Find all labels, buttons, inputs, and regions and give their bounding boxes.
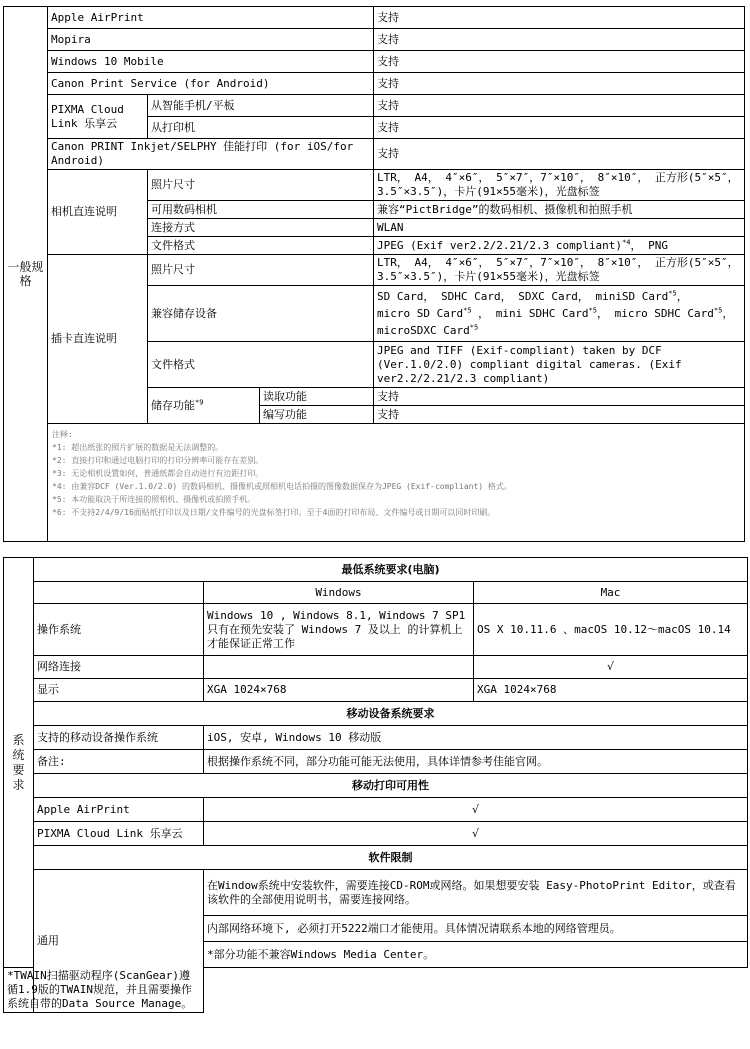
mobile-note-label: 备注: [34,750,204,774]
pixma-printer-label: 从打印机 [148,117,374,139]
network-windows-value [204,656,474,679]
mopria-label: Mopira [48,29,374,51]
software-item: *TWAIN扫描驱动程序(ScanGear)遵循1.9版的TWAIN规范，并且需要操作系统自带的Data Source Manage。 [4,968,204,1013]
camera-format-value: JPEG (Exif ver2.2/2.21/2.3 compliant)$^{*4}$， PNG [374,237,745,255]
display-label: 显示 [34,679,204,702]
table-row [4,255,745,286]
table-row [4,968,748,1013]
airprint-value: 支持 [374,7,745,29]
card-photo-size-value: LTR， A4， 4″×6″， 5″×7″，7″×10″， 8″×10″， 正方形(5″×5″，3.5″×3.5″)，卡片(91×55毫米)，光盘标签 [374,255,745,286]
card-storage-func-label: 储存功能$^{*9}$ [148,388,260,424]
table-row [4,73,745,95]
general-label: 通用 [34,870,204,1013]
mobile-os-value: iOS, 安卓, Windows 10 移动版 [204,726,748,750]
check-icon: √ [474,656,748,679]
table-row [4,424,745,542]
network-label: 网络连接 [34,656,204,679]
table-row [4,170,745,201]
table-row [4,870,748,916]
mac-column-header: Mac [474,582,748,604]
card-photo-size-label: 照片尺寸 [148,255,374,286]
software-item: 内部网络环境下, 必须打开5222端口才能使用。具体情况请联系本地的网络管理员。 [204,916,748,942]
note-line: *2: 直接打印和通过电脑打印的打印分辨率可能存在差别。 [52,456,264,465]
card-label: 插卡直连说明 [48,255,148,424]
display-mac-value: XGA 1024×768 [474,679,748,702]
check-icon: √ [204,798,748,822]
mobile-requirements-header: 移动设备系统要求 [34,702,748,726]
note-line: 注释: [52,430,73,439]
check-icon: √ [204,822,748,846]
win10m-label: Windows 10 Mobile [48,51,374,73]
camera-photo-size-value: LTR， A4， 4″×6″， 5″×7″，7″×10″， 8″×10″， 正方形(5″×5″，3.5″×3.5″)，卡片(91×55毫米)，光盘标签 [374,170,745,201]
pc-requirements-header: 最低系统要求(电脑) [34,558,748,582]
table-row [4,846,748,870]
card-write-label: 编写功能 [260,406,374,424]
os-label: 操作系统 [34,604,204,656]
mobile-os-label: 支持的移动设备操作系统 [34,726,204,750]
table-row [4,702,748,726]
table-row [4,679,748,702]
system-side-label: 系统要求 [4,558,34,968]
camera-cameras-value: 兼容“PictBridge”的数码相机、摄像机和拍照手机 [374,201,745,219]
camera-photo-size-label: 照片尺寸 [148,170,374,201]
table-row [4,656,748,679]
card-storage-value: SD Card， SDHC Card， SDXC Card， miniSD Card$^{*5}$， micro SD Card$^{*5}$ ， mini SDHC Card$^{*5}$， micro SDHC Card$^{*5}$， microSDXC Card$^{*5}$ [374,286,745,342]
notes-block [48,424,745,542]
table-row [4,558,748,582]
camera-cameras-label: 可用数码相机 [148,201,374,219]
os-windows-value: Windows 10 , Windows 8.1, Windows 7 SP1 只有在预先安装了 Windows 7 及以上 的计算机上才能保证正常工作 [204,604,474,656]
table-row [4,139,745,170]
table-row [4,750,748,774]
software-item: 在Window系统中安装软件，需要连接CD-ROM或网络。如果想要安装 Easy-PhotoPrint Editor，或查看该软件的全部使用说明书，需要连接网络。 [204,870,748,916]
m-pixma-label: PIXMA Cloud Link 乐享云 [34,822,204,846]
table-row [4,774,748,798]
table-row [4,604,748,656]
airprint-label: Apple AirPrint [48,7,374,29]
card-format-label: 文件格式 [148,342,374,388]
card-storage-label: 兼容储存设备 [148,286,374,342]
general-spec-table [3,6,745,542]
win10m-value: 支持 [374,51,745,73]
table-row [4,582,748,604]
table-row [4,29,745,51]
camera-format-label: 文件格式 [148,237,374,255]
table-row [4,822,748,846]
card-format-value: JPEG and TIFF (Exif-compliant) taken by DCF (Ver.1.0/2.0) compliant digital cameras. (Exif ver2.2/2.21/2.3 compliant) [374,342,745,388]
card-read-value: 支持 [374,388,745,406]
note-line: *6: 不支持2/4/9/16面贴纸打印以及日期/文件编号的光盘标签打印。至于4面的打印布局、文件编号或日期可以同时印刷。 [52,508,496,517]
mopria-value: 支持 [374,29,745,51]
note-line: *5: 本功能取决于所连接的照相机、摄像机或拍照手机。 [52,495,256,504]
system-requirements-table [3,557,748,1013]
inkjet-label: Canon PRINT Inkjet/SELPHY 佳能打印 (for iOS/for Android) [48,139,374,170]
table-row [4,7,745,29]
pixma-phone-label: 从智能手机/平板 [148,95,374,117]
table-row [4,726,748,750]
camera-connection-label: 连接方式 [148,219,374,237]
software-item: *部分功能不兼容Windows Media Center。 [204,942,748,968]
display-windows-value: XGA 1024×768 [204,679,474,702]
table-row [4,798,748,822]
card-read-label: 读取功能 [260,388,374,406]
empty-header-cell [34,582,204,604]
pixma-label: PIXMA Cloud Link 乐享云 [48,95,148,139]
m-airprint-label: Apple AirPrint [34,798,204,822]
software-limit-header: 软件限制 [34,846,748,870]
pixma-phone-value: 支持 [374,95,745,117]
cps-value: 支持 [374,73,745,95]
windows-column-header: Windows [204,582,474,604]
general-side-label: 一般规格 [4,7,48,542]
table-row [4,95,745,117]
camera-connection-value: WLAN [374,219,745,237]
note-line: *1: 超出纸张的照片扩展的数据是无法调整的。 [52,443,224,452]
os-mac-value: OS X 10.11.6 、macOS 10.12～macOS 10.14 [474,604,748,656]
card-write-value: 支持 [374,406,745,424]
mobile-note-value: 根据操作系统不同，部分功能可能无法使用，具体详情参考佳能官网。 [204,750,748,774]
table-row [4,51,745,73]
cps-label: Canon Print Service (for Android) [48,73,374,95]
pixma-printer-value: 支持 [374,117,745,139]
note-line: *3: 无论相机设置如何，普通纸都会自动进行有边距打印。 [52,469,264,478]
note-line: *4: 由兼容DCF (Ver.1.0/2.0) 的数码相机、摄像机或照相机电话拍摄的图像数据保存为JPEG (Exif-compliant) 格式。 [52,482,512,491]
inkjet-value: 支持 [374,139,745,170]
mobile-print-header: 移动打印可用性 [34,774,748,798]
camera-label: 相机直连说明 [48,170,148,255]
